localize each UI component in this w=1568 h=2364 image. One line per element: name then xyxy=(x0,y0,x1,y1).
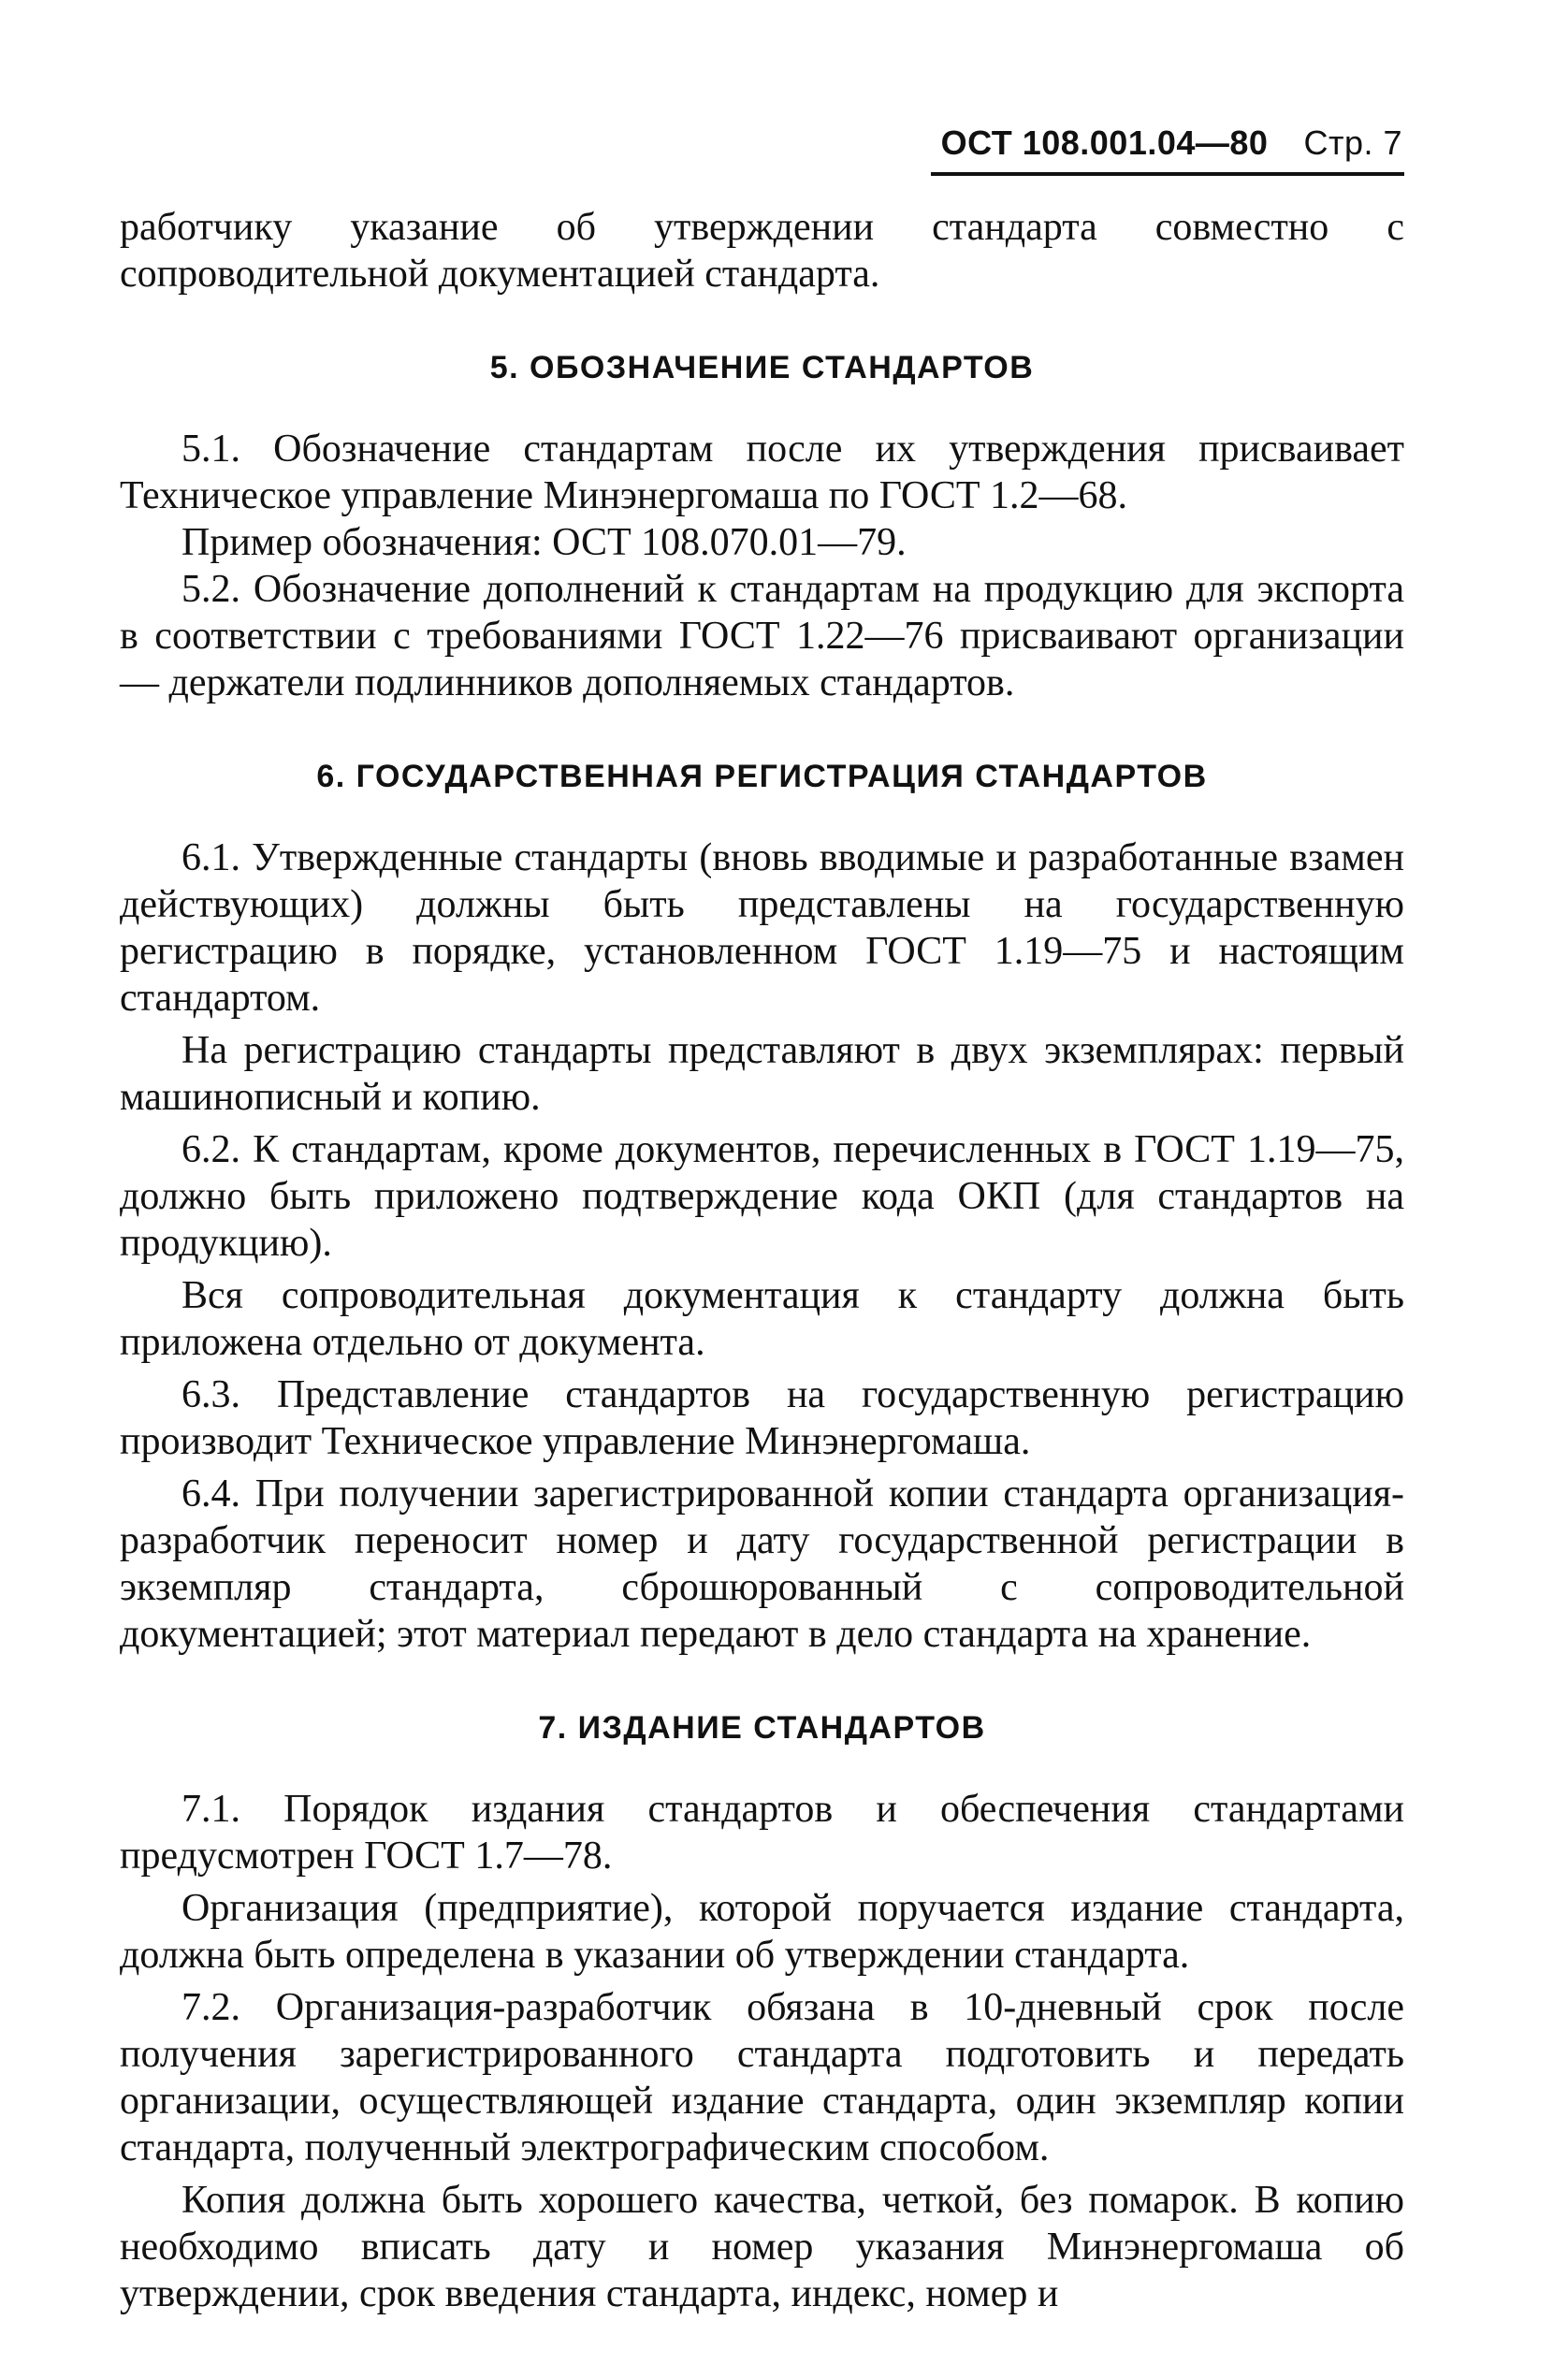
section-7-title: 7. ИЗДАНИЕ СТАНДАРТОВ xyxy=(538,1710,986,1746)
paragraph-7-1-org: Организация (предприятие), которой поручается издание стандарта, должна быть определена в указании об утверждении стандарта. xyxy=(120,1887,1404,1977)
paragraph-6-3: 6.3. Представление стандартов на государственную регистрацию производит Техническое управление Минэнергомаша. xyxy=(120,1373,1404,1463)
paragraph-7-2: 7.2. Организация-разработчик обязана в 10-дневный срок после получения зарегистрированного стандарта подготовить и передать организации, осуществляющей издание стандарта, один экземпляр копии стандарта, полученный электрографическим способом. xyxy=(120,1986,1404,2169)
header-rule xyxy=(931,172,1404,176)
paragraph-6-1-copies: На регистрацию стандарты представляют в двух экземплярах: первый машинописный и копию. xyxy=(120,1029,1404,1119)
paragraph-6-2-docs: Вся сопроводительная документация к стандарту должна быть приложена отдельно от документа. xyxy=(120,1274,1404,1364)
paragraph-6-4: 6.4. При получении зарегистрированной копии стандарта организация-разработчик переносит номер и дату государственной регистрации в экземпляр стандарта, сброшюрованный с сопроводительной документацией; этот материал передают в дело стандарта на хранение. xyxy=(120,1472,1404,1656)
paragraph-6-2: 6.2. К стандартам, кроме документов, перечисленных в ГОСТ 1.19—75, должно быть приложено подтверждение кода ОКП (для стандартов на продукцию). xyxy=(120,1128,1404,1265)
paragraph-5-2: 5.2. Обозначение дополнений к стандартам на продукцию для экспорта в соответствии с требованиями ГОСТ 1.22—76 присваивают организации — держатели подлинников дополняемых стандартов. xyxy=(120,568,1404,704)
document-code: ОСТ 108.001.04—80 xyxy=(940,123,1269,162)
section-6-title: 6. ГОСУДАРСТВЕННАЯ РЕГИСТРАЦИЯ СТАНДАРТОВ xyxy=(316,759,1208,794)
paragraph-5-1: 5.1. Обозначение стандартам после их утверждения присваивает Техническое управление Минэнергомаша по ГОСТ 1.2—68. xyxy=(120,428,1404,517)
paragraph-7-1: 7.1. Порядок издания стандартов и обеспечения стандартами предусмотрен ГОСТ 1.7—78. xyxy=(120,1788,1404,1878)
paragraph-5-1-example: Пример обозначения: ОСТ 108.070.01—79. xyxy=(181,521,907,564)
section-5-title: 5. ОБОЗНАЧЕНИЕ СТАНДАРТОВ xyxy=(489,350,1035,385)
page-number: Стр. 7 xyxy=(1303,123,1402,162)
paragraph-6-1: 6.1. Утвержденные стандарты (вновь вводимые и разработанные взамен действующих) должны быть представлены на государственную регистрацию в порядке, установленном ГОСТ 1.19—75 и настоящим стандартом. xyxy=(120,836,1404,1020)
intro-paragraph: работчику указание об утверждении стандарта совместно с сопроводительной документацией стандарта. xyxy=(120,206,1404,296)
page-header xyxy=(120,123,1404,168)
paragraph-7-2-copy: Копия должна быть хорошего качества, четкой, без помарок. В копию необходимо вписать дату и номер указания Минэнергомаша об утверждении, срок введения стандарта, индекс, номер и xyxy=(120,2179,1404,2315)
